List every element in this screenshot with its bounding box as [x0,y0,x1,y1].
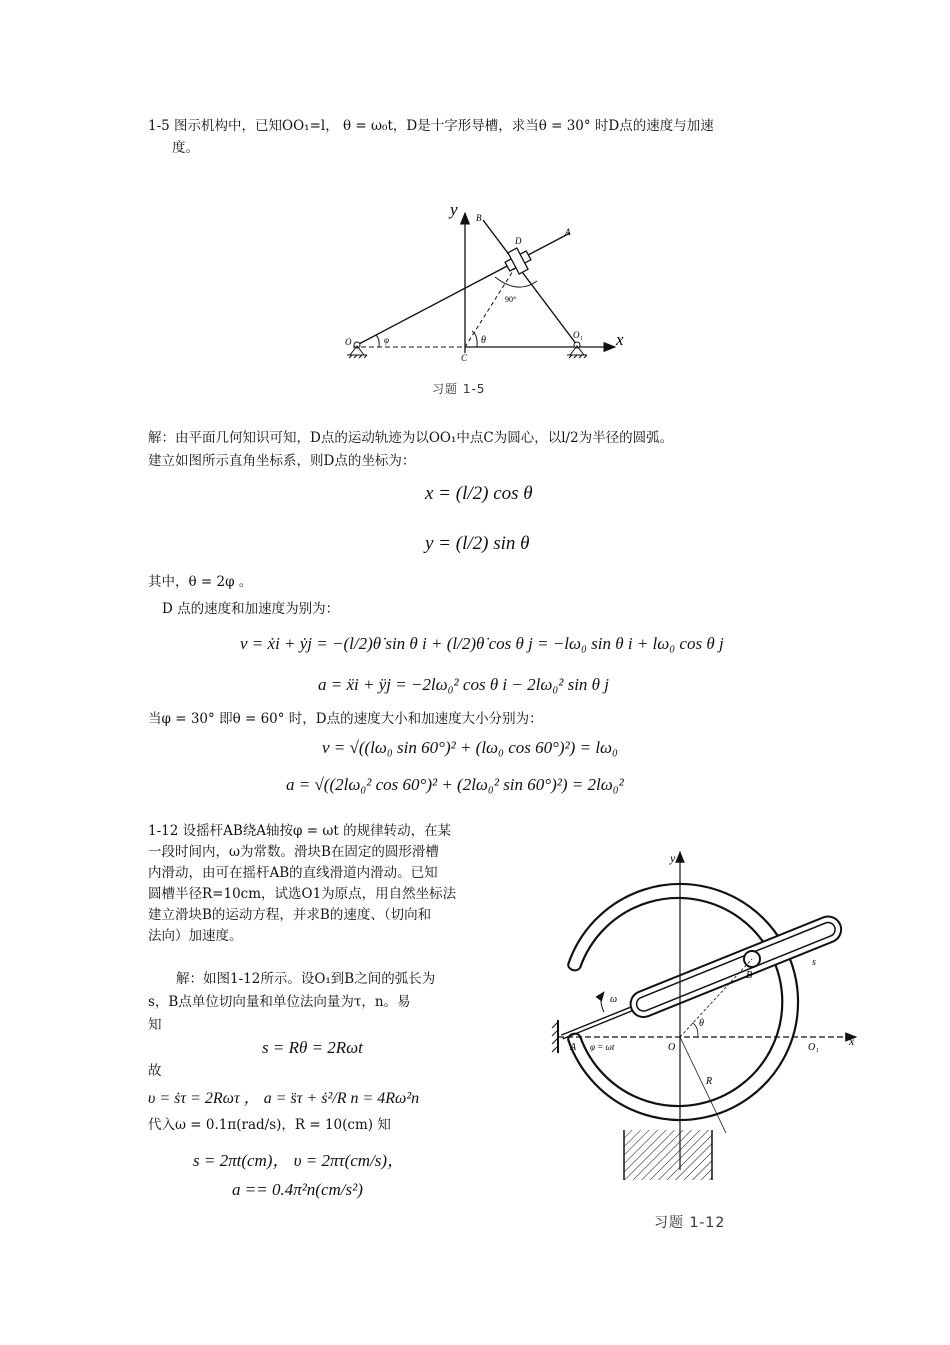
label-c: C [461,353,468,363]
equation-speed: v = √((lω₀ sin 60°)² + (lω₀ cos 60°)²) = lω₀ [322,738,618,757]
label-y: y [450,200,458,219]
label-b: B [476,213,482,223]
equation-velocity-accel: υ = ṡτ = 2Rωτ ， a = s̈τ + ṡ²/R n = 4Rω²n [148,1090,420,1107]
equation-arc: s = Rθ = 2Rωt [262,1038,363,1057]
therefore: 故 [148,1063,162,1079]
label-theta: θ [699,1018,704,1029]
label-o: O [668,1042,676,1053]
problem-1-5-title-cont: 度。 [172,140,199,156]
equation-accel-magnitude: a = √((2lω₀² cos 60°)² + (2lω₀² sin 60°)²) = 2lω₀² [286,775,624,794]
equation-result-1: s = 2πt(cm)， υ = 2πτ(cm/s)， [193,1151,405,1170]
label-y: y [670,851,676,865]
label-90deg: 90° [505,295,517,304]
velocity-intro: D 点的速度和加速度为别为： [162,601,340,617]
equation-y: y = (l/2) sin θ [425,533,530,554]
solution-1-5-line1: 解：由平面几何知识可知，D点的运动轨迹为以OO₁中点C为圆心，以l/2为半径的圆弧。 [148,430,674,446]
label-a: A [570,1042,577,1053]
problem-1-5-title: 1-5 图示机构中，已知OO₁=l， θ = ω₀t，D是十字形导槽，求当θ = 30° 时D点的速度与加速 [148,118,714,134]
cross-slider-d [502,245,534,277]
label-o: O [345,337,352,347]
label-omega: ω [610,994,618,1005]
figure-1-5-caption: 习题 1-5 [432,382,486,396]
label-x: x [849,1034,855,1048]
label-x: x [616,330,624,349]
label-phi: φ [384,335,389,345]
label-d: D [515,236,522,246]
label-theta: θ [481,335,486,346]
solution-1-12: 解：如图1-12所示。设O₁到B之间的弧长为 s，B点单位切向量和单位法向量为τ，n。易 知 [148,971,436,1033]
label-o1: O₁ [573,330,583,340]
label-a: A [565,227,571,237]
where-theta: 其中，θ = 2φ 。 [148,574,253,590]
equation-x: x = (l/2) cos θ [425,483,533,504]
equation-velocity: v = ẋi + ẏj = −(l/2)θ̇ sin θ i + (l/2)θ̇ cos θ j = −lω₀ sin θ i + lω₀ cos θ j [240,634,724,653]
label-r: R [706,1076,713,1087]
when-angle: 当φ = 30° 即θ = 60° 时，D点的速度大小和加速度大小分别为： [148,711,543,727]
figure-1-5 [335,195,635,370]
equation-result-2: a == 0.4π²n(cm/s²) [232,1180,363,1199]
label-phi: φ = ωt [590,1042,615,1052]
figure-1-12-caption: 习题 1-12 [654,1215,726,1231]
problem-1-12-title: 1-12 设摇杆AB绕A轴按φ = ωt 的规律转动，在某 一段时间内，ω为常数。滑块B在固定的圆形滑槽 内滑动，由可在摇杆AB的直线滑道内滑动。已知 圆槽半径R=10cm，试选O1为原点，用自然坐标法 建立滑块B的运动方程，并求B的速度、（切向和 法向）加速度。 [148,823,457,944]
label-b: B [746,970,753,981]
label-s: s [812,957,816,968]
solution-1-5-line2: 建立如图所示直角坐标系，则D点的坐标为： [148,453,416,469]
support-o1 [567,342,587,358]
substitution: 代入ω = 0.1π(rad/s)，R = 10(cm) 知 [148,1117,391,1133]
equation-acceleration: a = ẍi + ÿj = −2lω₀² cos θ i − 2lω₀² sin θ j [318,675,610,694]
label-o1: O₁ [808,1042,819,1053]
figure-1-12 [540,840,870,1205]
